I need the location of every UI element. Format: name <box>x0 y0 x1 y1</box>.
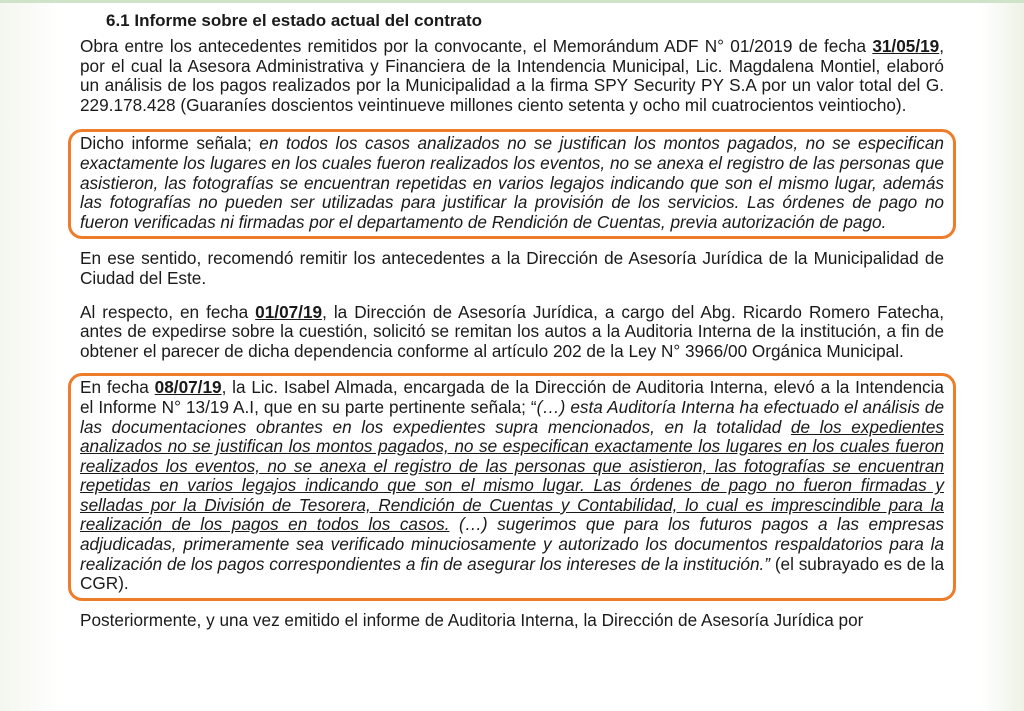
date-underlined: 08/07/19 <box>154 377 222 398</box>
date-underlined: 31/05/19 <box>872 36 940 56</box>
paragraph-auditoria-interna <box>80 378 944 594</box>
paragraph-memorandum <box>80 37 944 115</box>
paragraph-text: (el subrayado es de la CGR). <box>80 553 945 594</box>
paragraph-text: En fecha <box>80 377 155 398</box>
section-heading: 6.1 Informe sobre el estado actual del contrato <box>106 11 482 30</box>
paragraph-informe-senala <box>80 134 944 232</box>
italic-quote: (…) esta Auditoría Interna ha efectuado el análisis de las documentaciones obrantes en los expedientes supra mencionados, en la totalidad <box>80 396 945 437</box>
paragraph-text: , la Lic. Isabel Almada, encargada de la Dirección de Auditoria Interna, elevó a la Intendencia el Informe N° 13/19 A.I, que en su parte pertinente señala; “ <box>80 377 944 417</box>
paragraph-asesoria-juridica <box>80 303 944 362</box>
document-content <box>80 11 944 644</box>
paragraph-text: , la Dirección de Asesoría Jurídica, a cargo del Abg. Ricardo Romero Fatecha, antes de expedirse sobre la cuestión, solicitó se remitan los autos a la Auditoria Interna de la institución, a fin de obtener el parecer de dicha dependencia conforme al artículo 202 de la Ley N° 3966/00 Orgánica Municipal. <box>80 301 944 361</box>
italic-underlined-quote: de los expedientes analizados no se justifican los montos pagados, no se especifican exactamente los lugares en los cuales fueron realizados los eventos, no se anexa el registro de las personas que asistieron, las fotografías se encuentran repetidas en varios legajos indicando que son el mismo lugar. Las órdenes de pago no fueron firmadas y selladas por la División de Tesorera, Rendición de Cuentas y Contabilidad, lo cual es imprescindible para la realización de los pagos en todos los casos. <box>80 416 944 535</box>
paragraph-posteriormente: Posteriormente, y una vez emitido el informe de Auditoria Interna, la Dirección de Asesoría Jurídica por <box>80 609 864 630</box>
paragraph-text: Al respecto, en fecha <box>80 301 256 322</box>
italic-quote: (…) sugerimos que para los futuros pagos a las empresas adjudicadas, primeramente sea verificado minuciosamente y autorizado los documentos respaldatorios para la realización de los pagos correspondientes a fin de asegurar los intereses de la institución.” <box>80 514 944 574</box>
date-underlined: 01/07/19 <box>255 301 323 322</box>
paragraph-text: , por el cual la Asesora Administrativa y Financiera de la Intendencia Municipal, Lic. Magdalena Montiel, elaboró un análisis de los pagos realizados por la Municipalidad a la firma SPY Security PY S.A por un valor total del G. 229.178.428 (Guaraníes doscientos veintinueve millones ciento setenta y ocho mil cuatrocientos veintiocho). <box>80 36 944 115</box>
italic-quote: en todos los casos analizados no se justifican los montos pagados, no se especifican exactamente los lugares en los cuales fueron realizados los eventos, no se anexa el registro de las personas que asistieron, las fotografías se encuentran repetidas en varios legajos indicando que son el mismo lugar, además las fotografías no pueden ser utilizadas para justificar la provisión de los servicios. Las órdenes de pago no fueron verificadas ni firmadas por el departamento de Rendición de Cuentas, previa autorización de pago. <box>80 133 944 232</box>
paragraph-text: Obra entre los antecedentes remitidos por la convocante, el Memorándum ADF N° 01/2019 de fecha <box>80 36 873 56</box>
paragraph-recomendacion: En ese sentido, recomendó remitir los antecedentes a la Dirección de Asesoría Jurídica de la Municipalidad de Ciudad del Este. <box>80 248 944 288</box>
paragraph-text: Dicho informe señala; <box>80 133 260 154</box>
highlight-box-informe <box>68 129 956 239</box>
highlight-box-auditoria <box>68 373 956 601</box>
